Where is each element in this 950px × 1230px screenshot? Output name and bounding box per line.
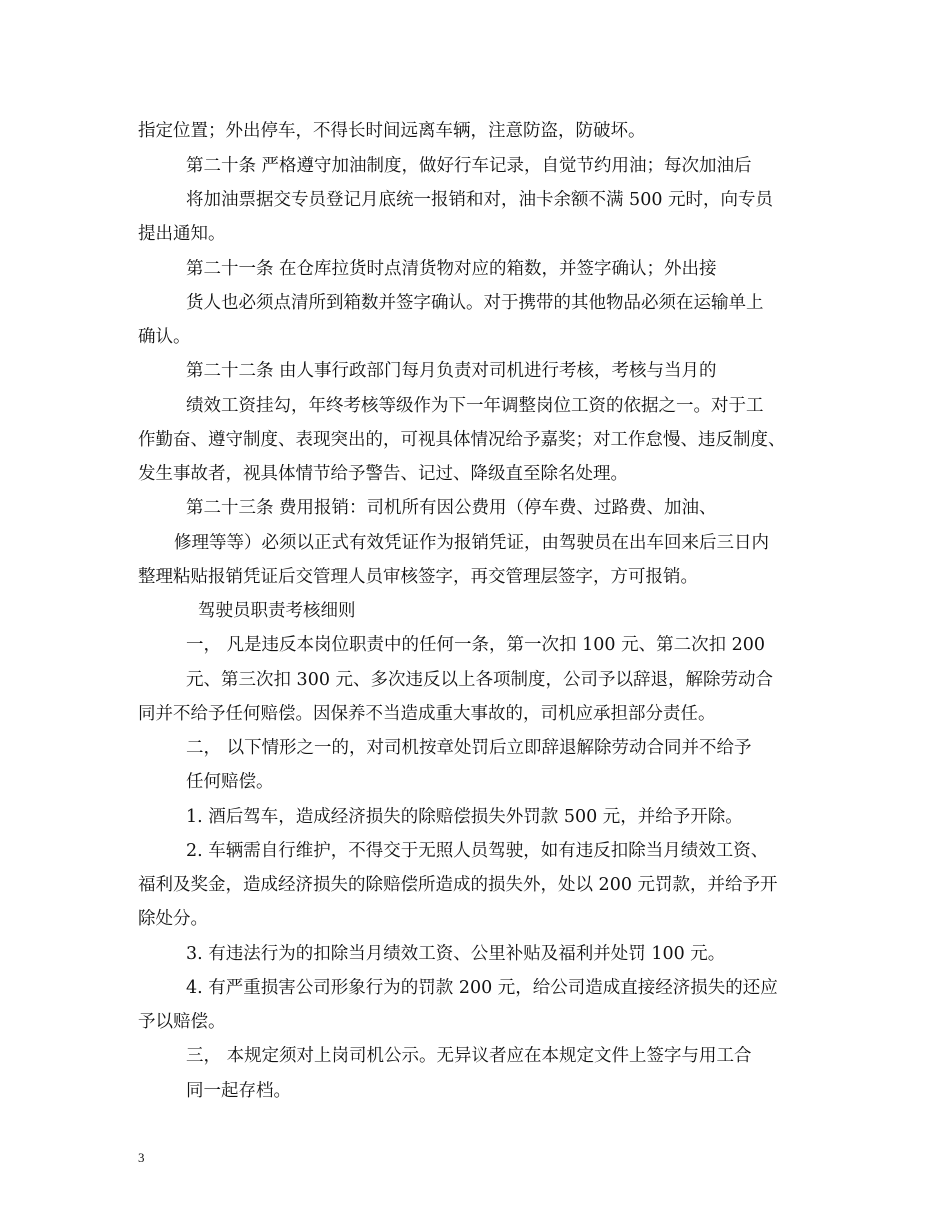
text-line: 2. 车辆需自行维护，不得交于无照人员驾驶，如有违反扣除当月绩效工资、	[186, 841, 769, 861]
text-line: 一， 凡是违反本岗位职责中的任何一条，第一次扣 100 元、第二次扣 200	[186, 635, 766, 655]
text-line: 第二十三条 费用报销：司机所有因公费用（停车费、过路费、加油、	[186, 498, 717, 518]
text-line: 元、第三次扣 300 元、多次违反以上各项制度，公司予以辞退，解除劳动合	[186, 670, 774, 690]
text-line: 三， 本规定须对上岗司机公示。无异议者应在本规定文件上签字与用工合	[186, 1046, 752, 1066]
text-line: 指定位置；外出停车，不得长时间远离车辆，注意防盗，防破坏。	[138, 121, 646, 141]
text-line: 福利及奖金，造成经济损失的除赔偿所造成的损失外，处以 200 元罚款，并给予开	[138, 875, 778, 895]
text-line: 将加油票据交专员登记月底统一报销和对，油卡余额不满 500 元时，向专员	[186, 190, 774, 210]
text-line: 第二十条 严格遵守加油制度，做好行车记录，自觉节约用油；每次加油后	[186, 156, 752, 176]
text-line: 第二十一条 在仓库拉货时点清货物对应的箱数，并签字确认；外出接	[186, 259, 717, 279]
text-line: 予以赔偿。	[138, 1012, 226, 1032]
section-heading: 驾驶员职责考核细则	[198, 601, 356, 621]
text-line: 作勤奋、遵守制度、表现突出的，可视具体情况给予嘉奖；对工作怠慢、违反制度、	[138, 430, 786, 450]
text-line: 确认。	[138, 327, 191, 347]
text-line: 同一起存档。	[186, 1081, 291, 1101]
text-line: 任何赔偿。	[186, 772, 274, 792]
text-line: 3. 有违法行为的扣除当月绩效工资、公里补贴及福利并处罚 100 元。	[186, 944, 726, 964]
text-line: 发生事故者，视具体情节给予警告、记过、降级直至除名处理。	[138, 464, 628, 484]
text-line: 除处分。	[138, 909, 208, 929]
page-number: 3	[138, 1150, 145, 1165]
text-line: 货人也必须点清所到箱数并签字确认。对于携带的其他物品必须在运输单上	[186, 293, 764, 313]
text-line: 绩效工资挂勾，年终考核等级作为下一年调整岗位工资的依据之一。对于工	[186, 396, 764, 416]
text-line: 第二十二条 由人事行政部门每月负责对司机进行考核，考核与当月的	[186, 361, 717, 381]
text-line: 同并不给予任何赔偿。因保养不当造成重大事故的，司机应承担部分责任。	[138, 704, 716, 724]
text-line: 二， 以下情形之一的，对司机按章处罚后立即辞退解除劳动合同并不给予	[186, 738, 752, 758]
text-line: 提出通知。	[138, 224, 226, 244]
text-line: 1. 酒后驾车，造成经济损失的除赔偿损失外罚款 500 元，并给予开除。	[186, 807, 743, 827]
text-line: 4. 有严重损害公司形象行为的罚款 200 元，给公司造成直接经济损失的还应	[186, 978, 778, 998]
text-line: 整理粘贴报销凭证后交管理人员审核签字，再交管理层签字，方可报销。	[138, 567, 698, 587]
text-line: 修理等等）必须以正式有效凭证作为报销凭证，由驾驶员在出车回来后三日内	[174, 533, 769, 553]
